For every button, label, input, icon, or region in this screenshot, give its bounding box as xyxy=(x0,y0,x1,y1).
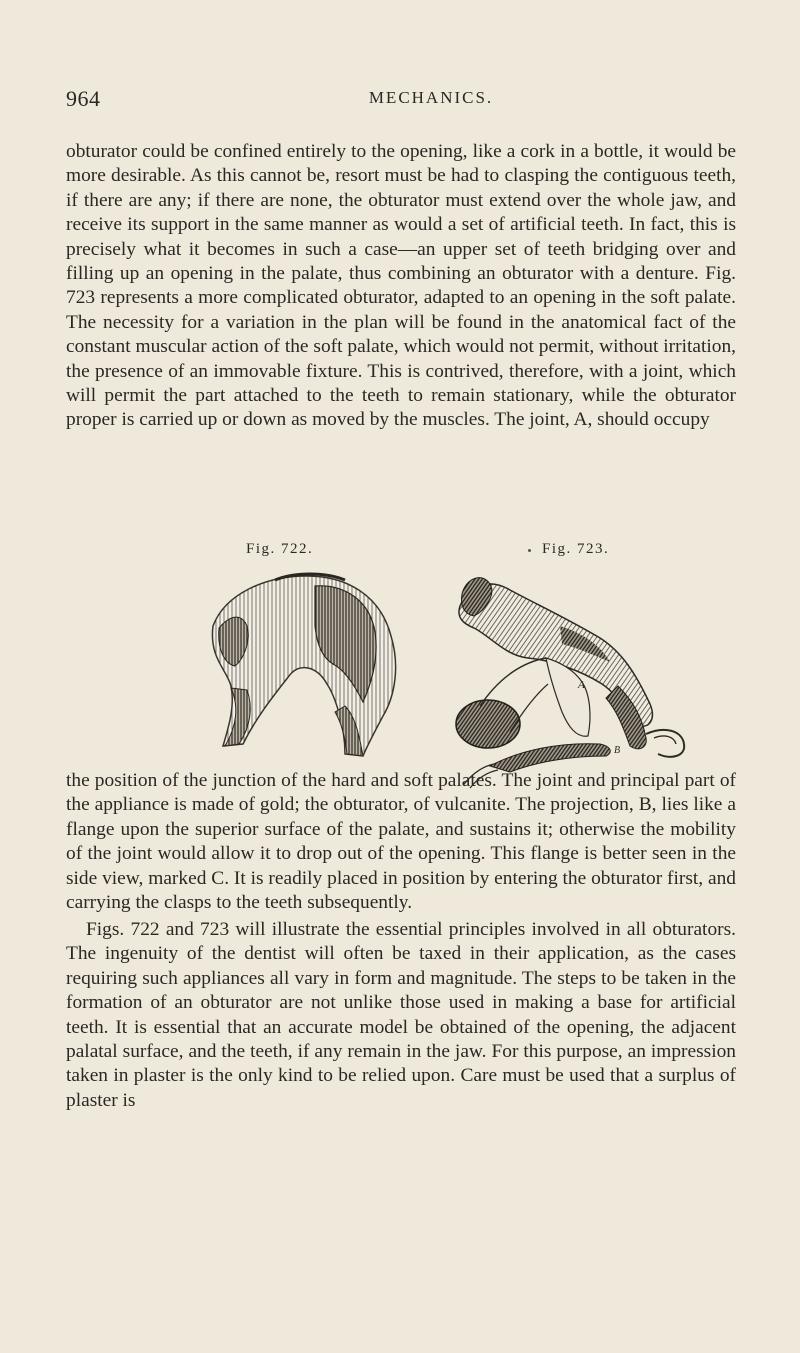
figure-723-label-a: A xyxy=(578,679,585,691)
body-paragraph-2: the position of the junction of the hard and soft palates. The joint and principal part of the appliance is made of gold; the obturator, of vulcanite. The projection, B, lies like a flange upon the superior surface of the palate, and sustains it; otherwise the mobility of the joint would allow it to drop out of the opening. This flange is better seen in the side view, marked C. It is readily placed in position by entering the obturator first, and carrying the clasps to the teeth subsequently. xyxy=(66,770,736,914)
figure-723-caption: Fig. 723. xyxy=(542,541,610,557)
figure-722-caption: Fig. 722. xyxy=(246,541,314,557)
figure-722-obturator-illustration xyxy=(195,566,407,760)
page-header xyxy=(66,86,736,116)
stray-dot xyxy=(528,549,531,552)
page-number: 964 xyxy=(66,86,101,111)
body-paragraph-1: obturator could be confined entirely to the opening, like a cork in a bottle, it would be more desirable. As this cannot be, resort must be had to clasping the contiguous teeth, if there are any; if there are none, the obturator must extend over the whole jaw, and receive its support in the same manner as would a set of artificial teeth. In fact, this is precisely what it becomes in such a case—an upper set of teeth bridging over and filling up an opening in the palate, thus combining an obturator with a denture. Fig. 723 represents a more complicated obturator, adapted to an opening in the soft palate. The necessity for a variation in the plan will be found in the anatomical fact of the constant muscular action of the soft palate, which would not permit, without irritation, the presence of an immovable fixture. This is contrived, therefore, with a joint, which will permit the part attached to the teeth to remain stationary, while the obturator proper is carried up or down as moved by the muscles. The joint, A, should occupy xyxy=(66,141,736,431)
running-head: MECHANICS. xyxy=(368,88,494,107)
figure-723-jointed-obturator-illustration xyxy=(450,566,692,792)
body-paragraph-3: Figs. 722 and 723 will illustrate the essential principles involved in all obturators. The ingenuity of the dentist will often be taxed in their application, as the cases requiring such appliances all vary in form and magnitude. The steps to be taken in the formation of an obturator are not unlike those used in making a base for artificial teeth. It is essential that an accurate model be obtained of the opening, the adjacent palatal surface, and the teeth, if any remain in the jaw. For this purpose, an impression taken in plaster is the only kind to be relied upon. Care must be used that a surplus of plaster is xyxy=(66,919,736,1111)
figure-723-label-b: B xyxy=(614,745,621,756)
